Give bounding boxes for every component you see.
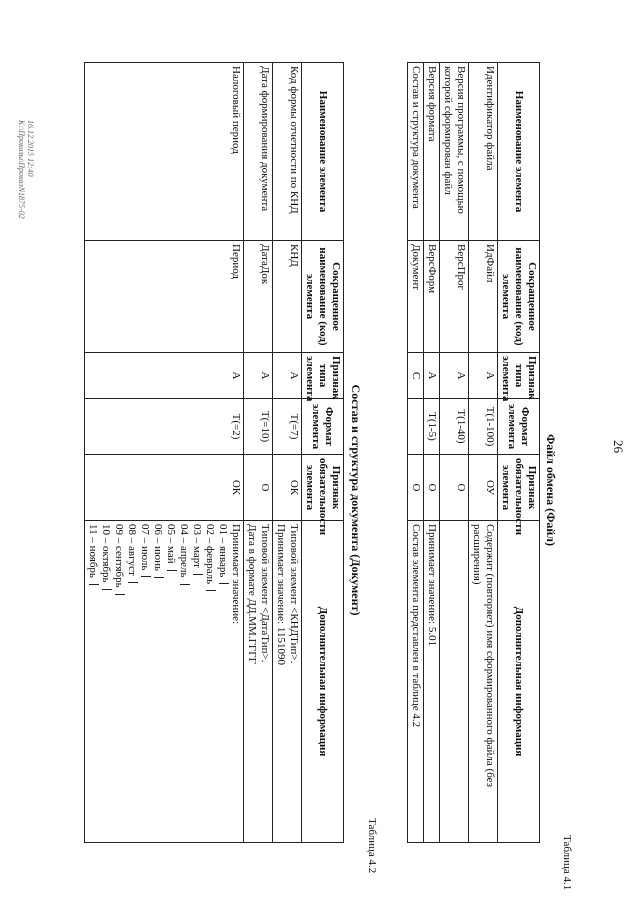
period-label: 07 – июль — [139, 524, 151, 571]
period-value — [86, 524, 99, 839]
info-line: Дата в формате ДД.ММ.ГГГГ — [246, 524, 258, 665]
cell-type: А — [244, 353, 273, 399]
period-label: 02 – февраль — [204, 524, 216, 585]
cell-required: ОУ — [469, 455, 498, 521]
cell-info: Принимает значение: 5.01 — [424, 521, 440, 843]
cell-format: Т(=10) — [244, 399, 273, 455]
table-4-1 — [407, 62, 540, 843]
cell-required: О — [424, 455, 440, 521]
cell-code: ВерсПрог — [440, 241, 469, 353]
margin-bar — [89, 584, 99, 585]
cell-format: Т(=7) — [273, 399, 302, 455]
table-row — [85, 63, 244, 843]
cell-required: ОК — [273, 455, 302, 521]
cell-type: А — [469, 353, 498, 399]
cell-info: Содержит (повторяет) имя сформированного файла (без расширения) — [469, 521, 498, 843]
period-label: 08 – август — [126, 524, 138, 576]
header-element-type: Признак типа элемента — [498, 353, 540, 399]
header-element-code: Сокращенное наименование (код) элемента — [498, 241, 540, 353]
period-value — [151, 524, 164, 839]
period-label: 09 – сентябрь — [113, 524, 125, 588]
table-4-1-title: Файл обмена (Файл) — [544, 433, 558, 547]
cell-code: Документ — [408, 241, 424, 353]
table-4-1-caption: Таблица 4.1 — [561, 835, 573, 891]
margin-bar — [219, 583, 229, 584]
margin-bar — [180, 584, 190, 585]
cell-name: Идентификатор файла — [469, 63, 498, 241]
cell-format: Т(1-5) — [424, 399, 440, 455]
table-row — [424, 63, 440, 843]
period-label: 01 – январь — [217, 524, 229, 578]
info-line: Типовой элемент <ДатаТип>. — [259, 524, 271, 663]
cell-name: Версия программы, с помощью которой сформирован файл — [440, 63, 469, 241]
cell-code: ВерсФорм — [424, 241, 440, 353]
cell-required: О — [244, 455, 273, 521]
table-row — [273, 63, 302, 843]
header-element-format: Формат элемента — [302, 399, 344, 455]
table-4-2 — [84, 62, 344, 843]
table-header-row — [498, 63, 540, 843]
period-label: 06 – июнь — [152, 524, 164, 572]
footnote-line: 16.12.2015 12:40 — [26, 120, 35, 177]
file-path-footnote — [17, 120, 35, 219]
cell-name: Дата формирования документа — [244, 63, 273, 241]
cell-name: Версия формата — [424, 63, 440, 241]
table-row — [408, 63, 424, 843]
cell-name: Состав и структура документа — [408, 63, 424, 241]
margin-bar — [115, 594, 125, 595]
header-element-format: Формат элемента — [498, 399, 540, 455]
table-header-row — [302, 63, 344, 843]
cell-type: А — [273, 353, 302, 399]
cell-code: Период — [85, 241, 244, 353]
cell-type: А — [85, 353, 244, 399]
footnote-line: К:\Приказы\ПриказN1875-02 — [17, 120, 26, 219]
period-value — [138, 524, 151, 839]
header-element-name: Наименование элемента — [302, 63, 344, 241]
margin-bar — [154, 577, 164, 578]
margin-bar — [167, 570, 177, 571]
header-additional-info: Дополнительная информация — [498, 521, 540, 843]
cell-format: Т(=2) — [85, 399, 244, 455]
header-element-required: Признак обязательности элемента — [302, 455, 344, 521]
period-value — [99, 524, 112, 839]
period-label: 10 – октябрь — [100, 524, 112, 583]
cell-info: Состав элемента представлен в таблице 4.2 — [408, 521, 424, 843]
header-element-code: Сокращенное наименование (код) элемента — [302, 241, 344, 353]
margin-bar — [128, 582, 138, 583]
cell-format — [408, 399, 424, 455]
period-label: 11 – ноябрь — [87, 524, 99, 578]
cell-info — [440, 521, 469, 843]
cell-type: А — [424, 353, 440, 399]
table-4-2-caption: Таблица 4.2 — [366, 818, 378, 874]
table-4-2-title: Состав и структура документа (Документ) — [349, 384, 363, 616]
cell-code: ДатаДок — [244, 241, 273, 353]
table-row — [440, 63, 469, 843]
period-value — [203, 524, 216, 839]
cell-required: ОК — [85, 455, 244, 521]
period-label: 05 – май — [165, 524, 177, 564]
header-additional-info: Дополнительная информация — [302, 521, 344, 843]
period-label: 04 – апрель — [178, 524, 190, 578]
cell-required: О — [408, 455, 424, 521]
cell-info — [273, 521, 302, 843]
table-row — [469, 63, 498, 843]
info-line: Принимает значение: — [230, 524, 242, 625]
margin-bar — [193, 574, 203, 575]
cell-name: Код формы отчетности по КНД — [273, 63, 302, 241]
cell-code: ИдФайл — [469, 241, 498, 353]
cell-name: Налоговый период — [85, 63, 244, 241]
period-value — [177, 524, 190, 839]
margin-bar — [141, 576, 151, 577]
period-value — [164, 524, 177, 839]
table-row — [244, 63, 273, 843]
cell-info — [244, 521, 273, 843]
cell-format: Т(1-40) — [440, 399, 469, 455]
period-value — [112, 524, 125, 839]
margin-bar — [206, 590, 216, 591]
cell-required: О — [440, 455, 469, 521]
period-value — [190, 524, 203, 839]
cell-type: С — [408, 353, 424, 399]
cell-format: Т(1-100) — [469, 399, 498, 455]
cell-type: А — [440, 353, 469, 399]
cell-code: КНД — [273, 241, 302, 353]
header-element-required: Признак обязательности элемента — [498, 455, 540, 521]
period-value — [125, 524, 138, 839]
period-label: 03 – март — [191, 524, 203, 568]
header-element-name: Наименование элемента — [498, 63, 540, 241]
period-value — [216, 524, 229, 839]
margin-bar — [102, 589, 112, 590]
info-line: Типовой элемент <КНДТип>. — [288, 524, 300, 664]
page-number: 26 — [611, 440, 626, 453]
header-element-type: Признак типа элемента — [302, 353, 344, 399]
info-line: Принимает значение: 1151090 — [275, 524, 287, 665]
cell-info — [85, 521, 244, 843]
